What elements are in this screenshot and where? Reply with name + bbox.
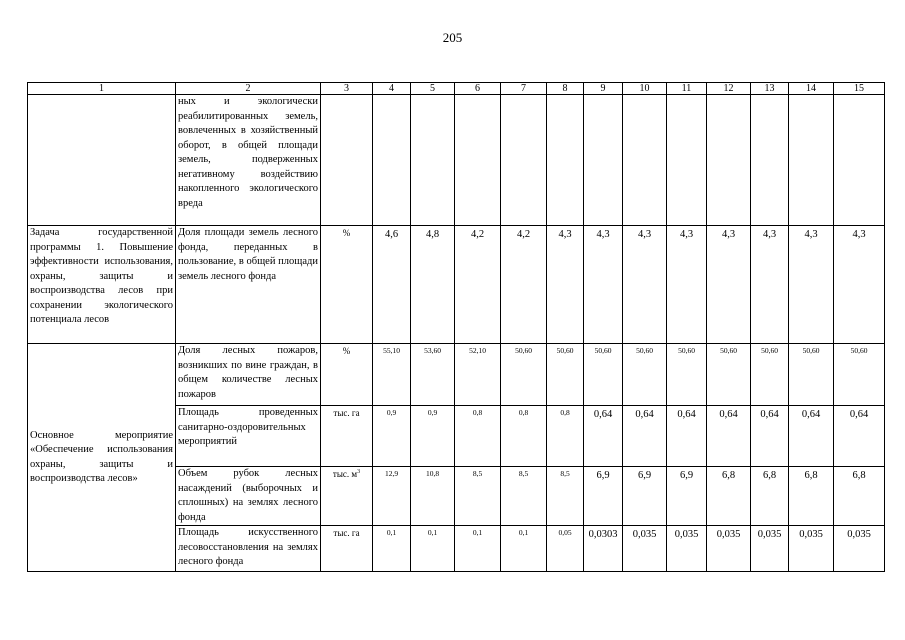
column-number: 9 [584,83,623,95]
value-cell: 0,9 [373,406,411,467]
empty-cell [789,95,834,226]
indicator-cell: Площадь искусственного лесовосстановления на землях лесного фонда [176,526,321,572]
empty-cell [321,95,373,226]
value-cell: 6,8 [834,467,885,526]
value-cell: 10,8 [411,467,455,526]
column-number: 7 [501,83,547,95]
empty-cell [411,95,455,226]
value-cell: 50,60 [834,344,885,406]
value-cell: 4,2 [455,226,501,344]
task-label: Задача государственной программы 1. Повышение эффективности использования, охраны, защиты и воспроизводства лесов при сохранении экологического потенциала лесов [28,226,176,344]
column-number: 5 [411,83,455,95]
indicator-cell: Доля лесных пожаров, возникших по вине граждан, в общем количестве лесных пожаров [176,344,321,406]
value-cell: 4,3 [547,226,584,344]
value-cell: 0,9 [411,406,455,467]
measure-label: Основное мероприятие «Обеспечение использования охраны, защиты и воспроизводства лесов» [28,344,176,572]
value-cell: 4,3 [834,226,885,344]
value-cell: 0,1 [411,526,455,572]
column-number: 12 [707,83,751,95]
value-cell: 0,1 [501,526,547,572]
value-cell: 0,1 [455,526,501,572]
value-cell: 8,5 [501,467,547,526]
value-cell: 0,64 [789,406,834,467]
empty-cell [667,95,707,226]
empty-cell [547,95,584,226]
value-cell: 0,64 [623,406,667,467]
value-cell: 0,64 [834,406,885,467]
value-cell: 52,10 [455,344,501,406]
empty-cell [707,95,751,226]
empty-cell [455,95,501,226]
value-cell: 4,2 [501,226,547,344]
empty-cell [501,95,547,226]
value-cell: 6,9 [584,467,623,526]
empty-cell [623,95,667,226]
value-cell: 0,035 [623,526,667,572]
value-cell: 4,8 [411,226,455,344]
value-cell: 6,8 [751,467,789,526]
column-number: 13 [751,83,789,95]
column-number: 4 [373,83,411,95]
column-number: 11 [667,83,707,95]
value-cell: 6,9 [623,467,667,526]
column-number: 1 [28,83,176,95]
unit-text: тыс. м [332,469,358,479]
value-cell: 4,3 [667,226,707,344]
value-cell: 0,64 [667,406,707,467]
value-cell: 50,60 [584,344,623,406]
measure-row [28,344,885,406]
page-number: 205 [442,30,463,45]
column-number: 10 [623,83,667,95]
value-cell: 0,035 [667,526,707,572]
empty-cell [584,95,623,226]
column-number: 2 [176,83,321,95]
value-cell: 50,60 [707,344,751,406]
empty-cell [373,95,411,226]
value-cell: 4,3 [789,226,834,344]
unit-cell: % [321,344,373,406]
indicator-cell: Площадь проведенных санитарно-оздоровительных мероприятий [176,406,321,467]
value-cell: 53,60 [411,344,455,406]
value-cell: 0,035 [707,526,751,572]
task-row [28,226,885,344]
program-indicators-table [27,82,885,572]
value-cell: 4,3 [707,226,751,344]
value-cell: 55,10 [373,344,411,406]
value-cell: 50,60 [623,344,667,406]
unit-cell: % [321,226,373,344]
value-cell: 0,035 [789,526,834,572]
value-cell: 6,9 [667,467,707,526]
value-cell: 50,60 [501,344,547,406]
column-number: 6 [455,83,501,95]
column-number: 14 [789,83,834,95]
value-cell: 0,1 [373,526,411,572]
value-cell: 0,8 [501,406,547,467]
unit-cell: тыс. га [321,526,373,572]
indicator-cell: Доля площади земель лесного фонда, переданных в пользование, в общей площади земель лесного фонда [176,226,321,344]
value-cell: 4,3 [751,226,789,344]
indicator-cell: Объем рубок лесных насаждений (выборочных и сплошных) на землях лесного фонда [176,467,321,526]
value-cell: 0,035 [834,526,885,572]
value-cell: 6,8 [707,467,751,526]
indicator-cell: ных и экологически реабилитированных земель, вовлеченных в хозяйственный оборот, в общей площади земель, подверженных негативному воздействию накопленного экологического вреда [176,95,321,226]
empty-cell [834,95,885,226]
value-cell: 4,3 [584,226,623,344]
value-cell: 0,8 [455,406,501,467]
value-cell: 0,64 [707,406,751,467]
column-number-row [28,83,885,95]
column-number: 15 [834,83,885,95]
value-cell: 4,3 [623,226,667,344]
value-cell: 0,05 [547,526,584,572]
value-cell: 50,60 [667,344,707,406]
value-cell: 50,60 [547,344,584,406]
value-cell: 6,8 [789,467,834,526]
value-cell: 8,5 [547,467,584,526]
value-cell: 0,0303 [584,526,623,572]
value-cell: 0,8 [547,406,584,467]
value-cell: 4,6 [373,226,411,344]
unit-cell [321,467,373,526]
value-cell: 12,9 [373,467,411,526]
unit-superscript: 3 [357,469,361,475]
value-cell: 50,60 [789,344,834,406]
value-cell: 8,5 [455,467,501,526]
continued-row [28,95,885,226]
value-cell: 50,60 [751,344,789,406]
empty-cell [28,95,176,226]
value-cell: 0,64 [584,406,623,467]
column-number: 8 [547,83,584,95]
unit-cell: тыс. га [321,406,373,467]
value-cell: 0,035 [751,526,789,572]
value-cell: 0,64 [751,406,789,467]
column-number: 3 [321,83,373,95]
empty-cell [751,95,789,226]
